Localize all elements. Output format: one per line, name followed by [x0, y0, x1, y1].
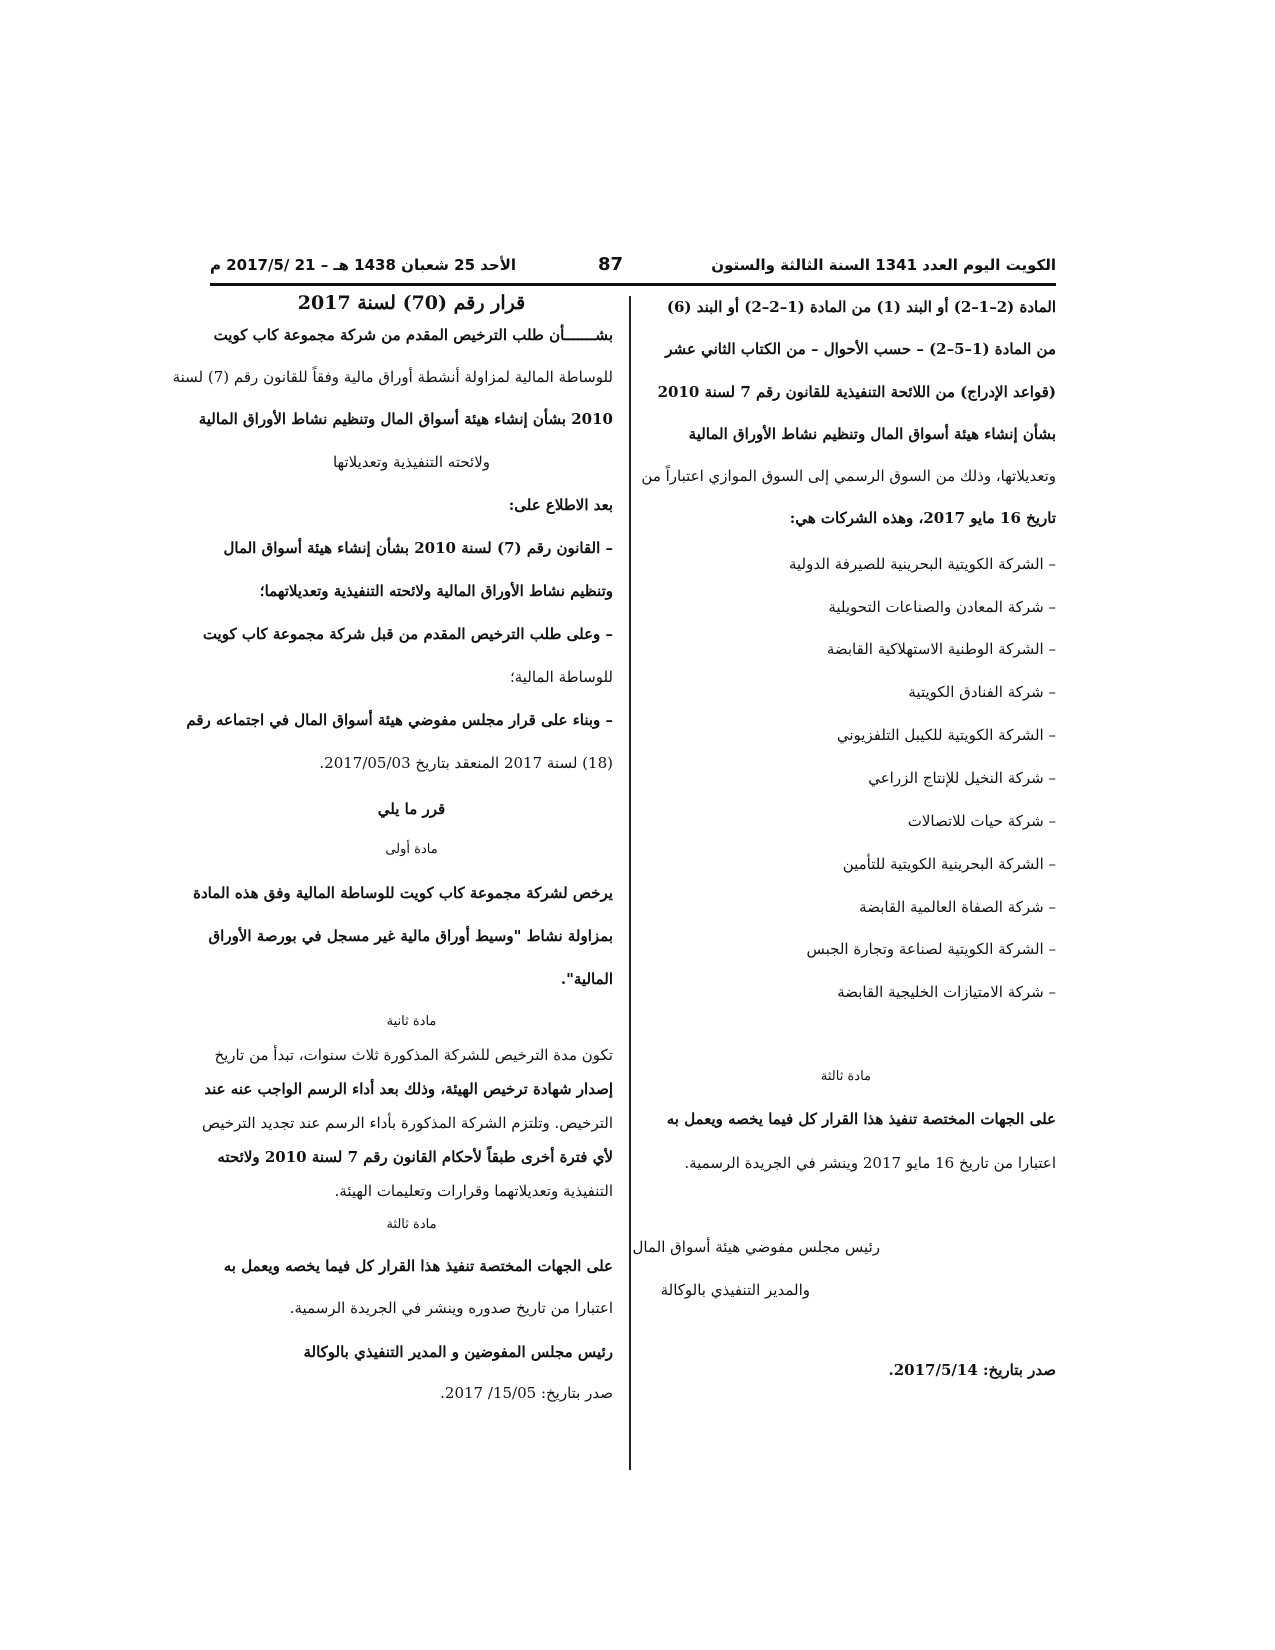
article-one-line: المالية". — [560, 970, 613, 988]
company-item: – الشركة البحرينية الكويتية للتأمين — [842, 855, 1056, 873]
right-text-line: وتعديلاتها، وذلك من السوق الرسمي إلى السوق الموازي اعتباراً من — [641, 467, 1056, 485]
company-item: – شركة حيات للاتصالات — [907, 812, 1056, 830]
header-issue-info: الكويت اليوم العدد 1341 السنة الثالثة والستون — [711, 256, 1056, 274]
company-item: – شركة الامتيازات الخليجية القابضة — [837, 983, 1056, 1001]
article-one-title: مادة أولى — [385, 842, 438, 857]
article-two-line: تكون مدة الترخيص للشركة المذكورة ثلاث سنوات، تبدأ من تاريخ — [214, 1046, 613, 1064]
signature-subtitle: والمدير التنفيذي بالوكالة — [660, 1281, 810, 1299]
article-one-line: بمزاولة نشاط "وسيط أوراق مالية غير مسجل في بورصة الأوراق — [208, 927, 613, 945]
body-line: وتنظيم نشاط الأوراق المالية ولائحته التنفيذية وتعديلاتهما؛ — [259, 582, 613, 600]
subject-line: بشـــــــأن طلب الترخيص المقدم من شركة مجموعة كاب كويت — [213, 326, 613, 344]
header-date: الأحد 25 شعبان 1438 هـ – 21 /2017/5 م — [210, 256, 517, 274]
company-item: – شركة المعادن والصناعات التحويلية — [828, 598, 1056, 616]
company-item: – شركة الصفاة العالمية القابضة — [859, 898, 1056, 916]
body-line: (18) لسنة 2017 المنعقد بتاريخ 2017/05/03. — [319, 754, 613, 772]
article-three-line: اعتبارا من تاريخ صدوره وينشر في الجريدة الرسمية. — [289, 1299, 613, 1317]
subject-line: 2010 بشأن إنشاء هيئة أسواق المال وتنظيم نشاط الأوراق المالية — [198, 410, 613, 428]
article-three-title: مادة ثالثة — [386, 1217, 437, 1232]
decided-heading: قرر ما يلي — [377, 800, 446, 818]
signature-title: رئيس مجلس مفوضي هيئة أسواق المال — [632, 1238, 880, 1256]
article-three-line: اعتبارا من تاريخ 16 مايو 2017 وينشر في الجريدة الرسمية. — [684, 1154, 1056, 1172]
preamble: بعد الاطلاع على: — [508, 496, 613, 514]
right-text-line: بشأن إنشاء هيئة أسواق المال وتنظيم نشاط الأوراق المالية — [688, 425, 1056, 443]
header-rule — [210, 283, 1056, 286]
body-line: – القانون رقم (7) لسنة 2010 بشأن إنشاء هيئة أسواق المال — [223, 539, 613, 557]
decision-title: قرار رقم (70) لسنة 2017 — [297, 292, 526, 314]
right-text-line: من المادة (1–5–2) – حسب الأحوال – من الكتاب الثاني عشر — [665, 340, 1056, 358]
article-two-line: لأي فترة أخرى طبقاً لأحكام القانون رقم 7 لسنة 2010 ولائحته — [217, 1148, 613, 1166]
column-divider — [629, 296, 631, 1470]
article-three-title: مادة ثالثة — [820, 1069, 871, 1084]
company-item: – الشركة الكويتية البحرينية للصيرفة الدولية — [788, 555, 1056, 573]
article-two-title: مادة ثانية — [386, 1014, 437, 1029]
article-three-line: على الجهات المختصة تنفيذ هذا القرار كل فيما يخصه ويعمل به — [223, 1257, 613, 1275]
subject-line: ولائحته التنفيذية وتعديلاتها — [332, 453, 491, 471]
article-two-line: إصدار شهادة ترخيص الهيئة، وذلك بعد أداء الرسم الواجب عنه عند — [204, 1080, 613, 1098]
signature-line: رئيس مجلس المفوضين و المدير التنفيذي بالوكالة — [303, 1343, 613, 1361]
company-item: – شركة الفنادق الكويتية — [908, 683, 1056, 701]
right-text-line: (قواعد الإدراج) من اللائحة التنفيذية للقانون رقم 7 لسنة 2010 — [657, 383, 1056, 401]
issue-date: صدر بتاريخ: 15/05/ 2017. — [440, 1384, 613, 1402]
article-two-line: الترخيص. وتلتزم الشركة المذكورة بأداء الرسم عند تجديد الترخيص — [201, 1114, 613, 1132]
article-two-line: التنفيذية وتعديلاتهما وقرارات وتعليمات الهيئة. — [334, 1182, 613, 1200]
company-item: – الشركة الكويتية للكيبل التلفزيوني — [836, 726, 1056, 744]
body-line: – وبناء على قرار مجلس مفوضي هيئة أسواق المال في اجتماعه رقم — [186, 711, 613, 729]
company-item: – شركة النخيل للإنتاج الزراعي — [868, 769, 1056, 787]
body-line: – وعلى طلب الترخيص المقدم من قبل شركة مجموعة كاب كويت — [202, 625, 613, 643]
header-page-number: 87 — [598, 254, 624, 275]
right-text-line: المادة (2–1–2) أو البند (1) من المادة (1–2–2) أو البند (6) — [666, 298, 1056, 316]
body-line: للوساطة المالية؛ — [509, 668, 613, 686]
article-three-line: على الجهات المختصة تنفيذ هذا القرار كل فيما يخصه ويعمل به — [666, 1110, 1056, 1128]
subject-line: للوساطة المالية لمزاولة أنشطة أوراق مالية وفقاً للقانون رقم (7) لسنة — [172, 368, 613, 386]
article-one-line: يرخص لشركة مجموعة كاب كويت للوساطة المالية وفق هذه المادة — [193, 884, 613, 902]
issue-date: صدر بتاريخ: 2017/5/14. — [888, 1361, 1056, 1379]
page-header — [210, 256, 1056, 282]
right-text-line: تاريخ 16 مايو 2017، وهذه الشركات هي: — [789, 509, 1056, 527]
company-item: – الشركة الكويتية لصناعة وتجارة الجبس — [806, 940, 1056, 958]
company-item: – الشركة الوطنية الاستهلاكية القابضة — [826, 640, 1056, 658]
